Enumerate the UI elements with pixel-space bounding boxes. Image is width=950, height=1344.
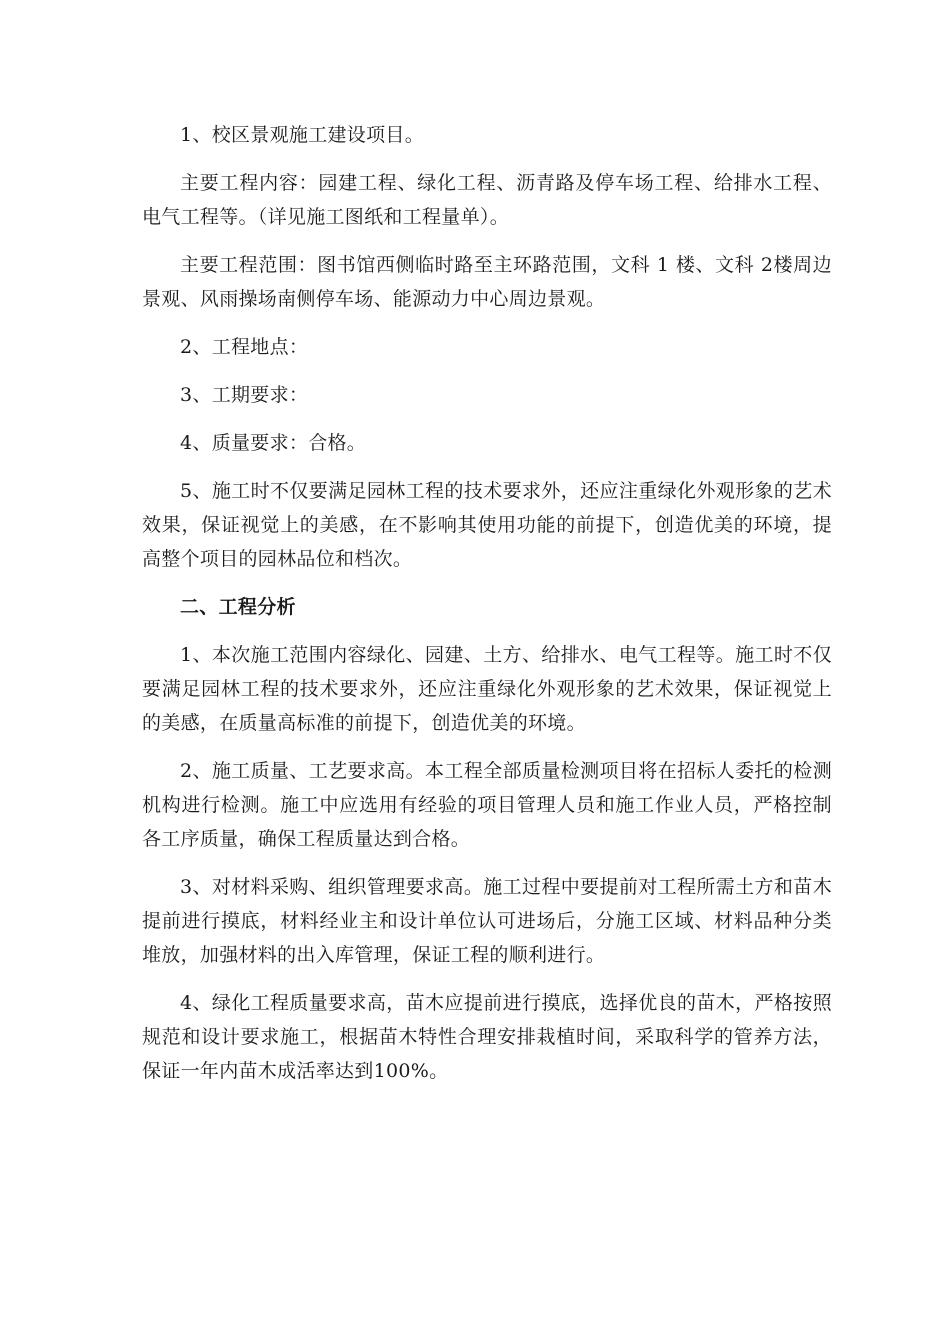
- paragraph-location: 2、工程地点：: [180, 336, 309, 358]
- paragraph-quality: 4、质量要求：合格。: [180, 432, 367, 454]
- paragraph-analysis-3: 3、对材料采购、组织管理要求高。施工过程中要提前对工程所需土方和苗木提前进行摸底，材料经业主和设计单位认可进场后，分施工区域、材料品种分类堆放，加强材料的出入库管理，保证工程的顺利进行。: [142, 876, 832, 966]
- paragraph-schedule: 3、工期要求：: [180, 384, 309, 406]
- paragraph-main-content: 主要工程内容：园建工程、绿化工程、沥青路及停车场工程、给排水工程、电气工程等。（详见施工图纸和工程量单）。: [142, 172, 832, 228]
- paragraph-analysis-1: 1、本次施工范围内容绿化、园建、土方、给排水、电气工程等。施工时不仅要满足园林工程的技术要求外，还应注重绿化外观形象的艺术效果，保证视觉上的美感，在质量高标准的前提下，创造优美的环境。: [142, 644, 832, 734]
- paragraph-main-scope: 主要工程范围：图书馆西侧临时路至主环路范围，文科 1 楼、文科 2楼周边景观、风雨操场南侧停车场、能源动力中心周边景观。: [142, 254, 832, 310]
- paragraph-analysis-4: 4、绿化工程质量要求高，苗木应提前进行摸底，选择优良的苗木，严格按照规范和设计要求施工，根据苗木特性合理安排栽植时间，采取科学的管养方法，保证一年内苗木成活率达到100%。: [142, 992, 832, 1082]
- paragraph-analysis-2: 2、施工质量、工艺要求高。本工程全部质量检测项目将在招标人委托的检测机构进行检测。施工中应选用有经验的项目管理人员和施工作业人员，严格控制各工序质量，确保工程质量达到合格。: [142, 760, 832, 850]
- paragraph-project: 1、校区景观施工建设项目。: [180, 124, 424, 146]
- section-heading: 二、工程分析: [180, 596, 296, 618]
- document-body: [142, 118, 832, 1102]
- paragraph-requirements: 5、施工时不仅要满足园林工程的技术要求外，还应注重绿化外观形象的艺术效果，保证视觉上的美感，在不影响其使用功能的前提下，创造优美的环境，提高整个项目的园林品位和档次。: [142, 480, 832, 570]
